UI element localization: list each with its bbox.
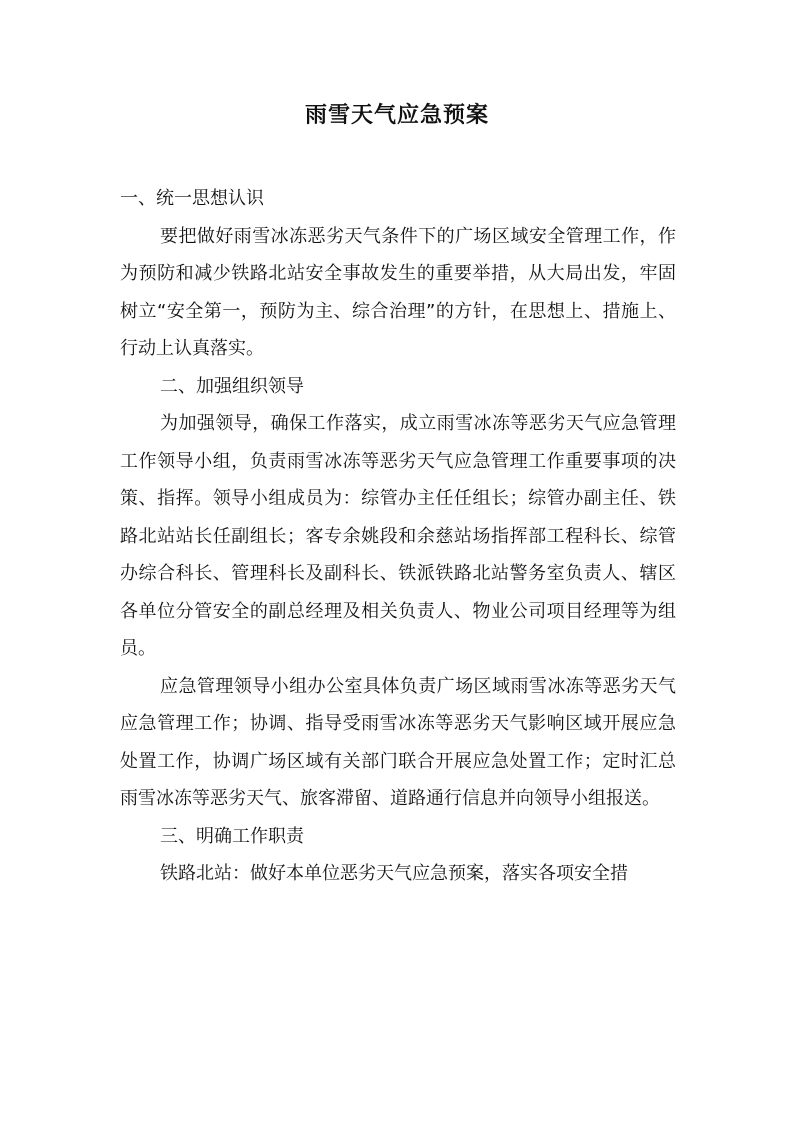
- section-1-paragraph-1: 要把做好雨雪冰冻恶劣天气条件下的广场区域安全管理工作，作为预防和减少铁路北站安全事故发生的重要举措，从大局出发，牢固树立“安全第一，预防为主、综合治理”的方针，在思想上、措施上、行动上认真落实。: [120, 225, 676, 359]
- section-heading-1: 一、统一思想认识: [120, 188, 264, 209]
- section-heading-2: 二、加强组织领导: [160, 375, 304, 397]
- document-body: [120, 180, 676, 893]
- section-2-paragraph-2: 应急管理领导小组办公室具体负责广场区域雨雪冰冻等恶劣天气应急管理工作；协调、指导受雨雪冰冻等恶劣天气影响区域开展应急处置工作，协调广场区域有关部门联合开展应急处置工作；定时汇总雨雪冰冻等恶劣天气、旅客滞留、道路通行信息并向领导小组报送。: [120, 675, 676, 809]
- section-2-paragraph-1: 为加强领导，确保工作落实，成立雨雪冰冻等恶劣天气应急管理工作领导小组，负责雨雪冰冻等恶劣天气应急管理工作重要事项的决策、指挥。领导小组成员为：综管办主任任组长；综管办副主任、铁路北站站长任副组长；客专余姚段和余慈站场指挥部工程科长、综管办综合科长、管理科长及副科长、铁派铁路北站警务室负责人、辖区各单位分管安全的副总经理及相关负责人、物业公司项目经理等为组员。: [120, 413, 676, 659]
- section-heading-3: 三、明确工作职责: [160, 825, 304, 847]
- section-3-paragraph-1: 铁路北站：做好本单位恶劣天气应急预案，落实各项安全措: [160, 863, 628, 884]
- document-title: 雨雪天气应急预案: [304, 103, 489, 128]
